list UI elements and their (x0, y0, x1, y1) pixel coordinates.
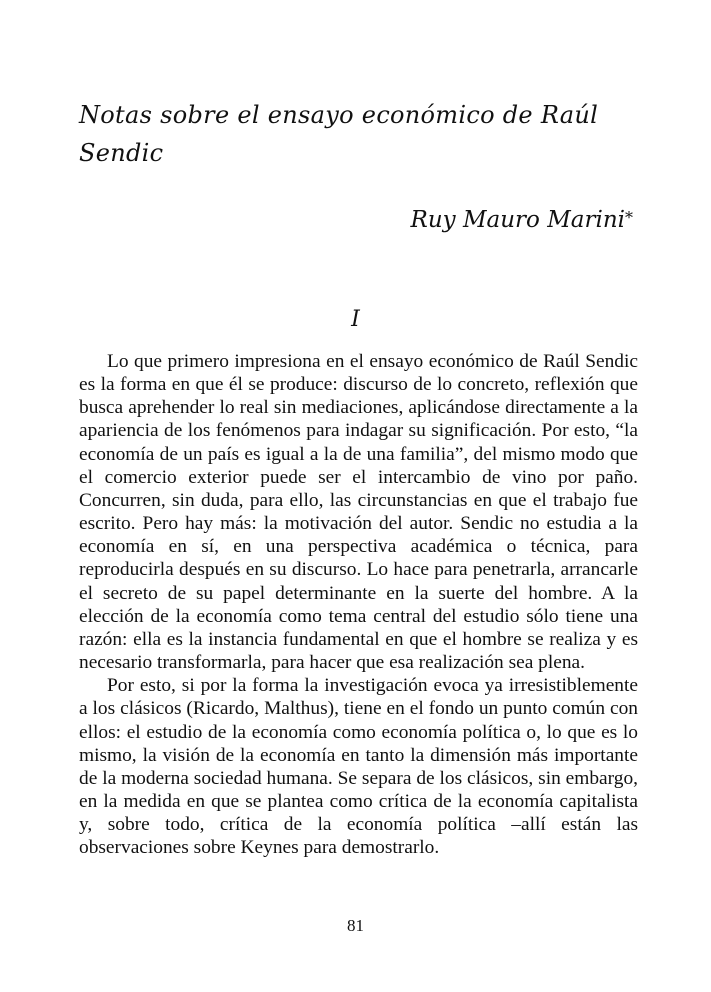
page-number: 81 (347, 916, 364, 935)
article-body (79, 350, 638, 859)
body-paragraph-1: Lo que primero impresiona en el ensayo económico de Raúl Sendic es la forma en que él se produce: discurso de lo concreto, reflexión que busca aprehender lo real sin mediaciones, aplicándose directamente a la apariencia de los fenómenos para indagar su significación. Por esto, “la economía de un país es igual a la de una familia”, del mismo modo que el comercio exterior puede ser el intercambio de vino por paño. Concurren, sin duda, para ello, las circunstancias en que el trabajo fue escrito. Pero hay más: la motivación del autor. Sendic no estudia a la economía en sí, en una perspectiva académica o técnica, para reproducirla después en su discurso. Lo hace para penetrarla, arrancarle el secreto de su papel determinante en la suerte del hombre. A la elección de la economía como tema central del estudio sólo tiene una razón: ella es la instancia fundamental en que el hombre se realiza y es necesario transformarla, para hacer que esa realización sea plena. (79, 351, 638, 674)
article-author (411, 205, 633, 235)
section-numeral: I (351, 307, 360, 332)
author-name: Ruy Mauro Marini (410, 207, 625, 233)
body-paragraph-2: Por esto, si por la forma la investigación evoca ya irresistiblemente a los clásicos (Ricardo, Malthus), tiene en el fondo un punto común con ellos: el estudio de la economía como economía política o, lo que es lo mismo, la visión de la economía en tanto la dimensión más importante de la moderna sociedad humana. Se separa de los clásicos, sin embargo, en la medida en que se plantea como crítica de la economía capitalista y, sobre todo, crítica de la economía política –allí están las observaciones sobre Keynes para demostrarlo. (79, 675, 638, 859)
article-title: Notas sobre el ensayo económico de Raúl Sendic (79, 101, 599, 167)
author-footnote-mark: * (625, 208, 633, 227)
